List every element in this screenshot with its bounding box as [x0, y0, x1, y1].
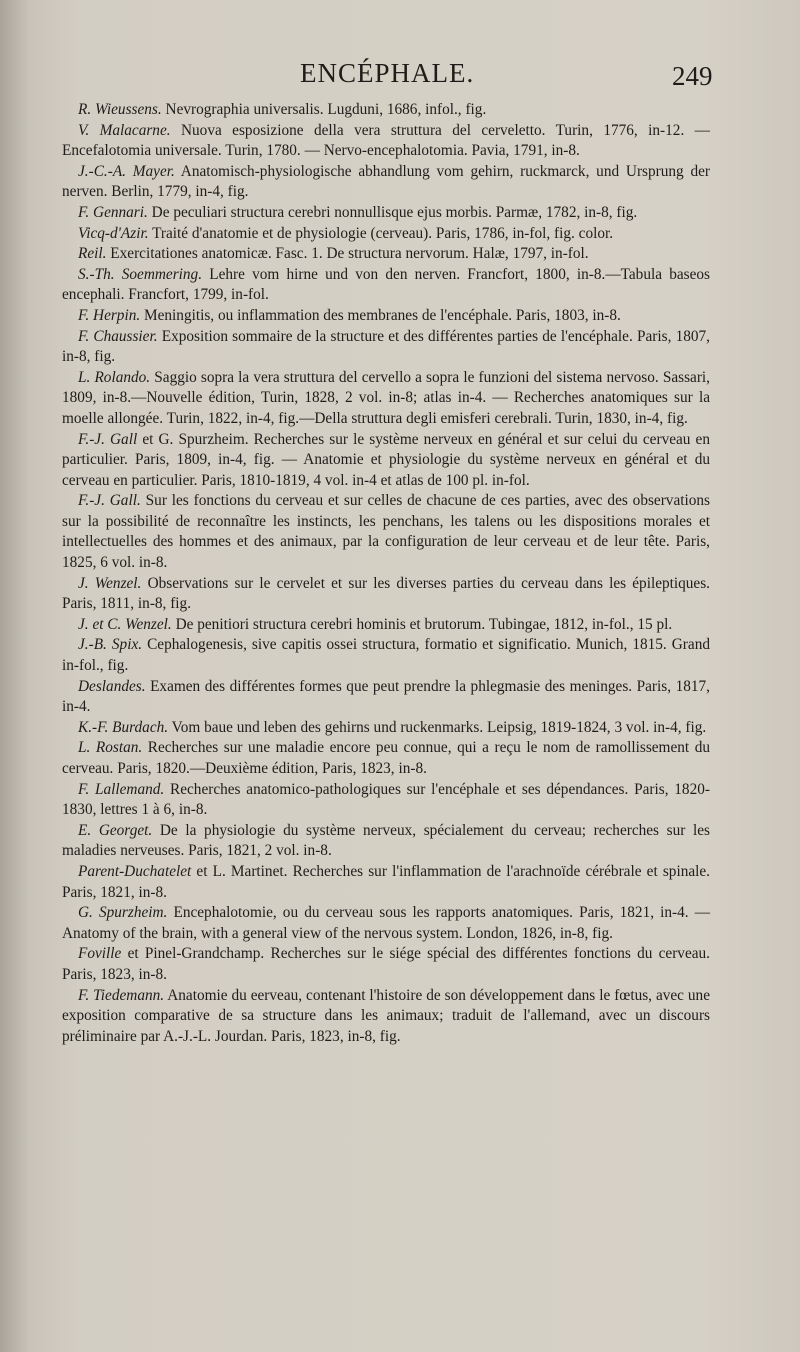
bibliography-entry	[62, 903, 710, 944]
bibliography-entry	[62, 203, 710, 224]
entry-text: Cephalogenesis, sive capitis ossei structura, formatio et significatio. Munich, 1815. Grand in-fol., fig.	[62, 636, 710, 675]
entry-text: Nevrographia universalis. Lugduni, 1686, infol., fig.	[161, 101, 487, 118]
entry-text: Anatomie du eerveau, contenant l'histoire de son développement dans le fœtus, avec une exposition comparative de sa structure dans les animaux; traduit de l'allemand, avec un discours préliminaire par A.-J.-L. Jourdan. Paris, 1823, in-8, fig.	[62, 986, 710, 1045]
entry-text: Exposition sommaire de la structure et des différentes parties de l'encéphale. Paris, 1807, in-8, fig.	[62, 327, 710, 366]
entry-author: K.-F. Burdach.	[78, 718, 169, 736]
entry-author: G. Spurzheim.	[78, 904, 168, 922]
entry-text: Saggio sopra la vera struttura del cervello a sopra le funzioni del sistema nervoso. Sassari, 1809, in-8.—Nouvelle édition, Turin, 1828, 2 vol. in-8; atlas in-4. — Recherches anatomiques sur la moelle allongée. Turin, 1822, in-4, fig.—Della struttura degli emisferi cerebrali. Turin, 1830, in-4, fig.	[62, 368, 710, 427]
entry-text: Anatomisch-physiologische abhandlung vom gehirn, ruckmarck, und Ursprung der nerven. Berlin, 1779, in-4, fig.	[62, 162, 710, 201]
bibliography-entry	[62, 738, 710, 779]
entry-text: Traité d'anatomie et de physiologie (cerveau). Paris, 1786, in-fol, fig. color.	[148, 224, 614, 242]
bibliography-entry	[62, 430, 710, 492]
entry-author: Parent-Duchatelet	[78, 862, 192, 880]
entry-text: De penitiori structura cerebri hominis et brutorum. Tubingae, 1812, in-fol., 15 pl.	[171, 615, 673, 633]
entry-text: Observations sur le cervelet et sur les diverses parties du cerveau dans les épileptiques. Paris, 1811, in-8, fig.	[62, 574, 711, 613]
bibliography-entry	[62, 986, 710, 1048]
page-number: 249	[672, 61, 713, 91]
entry-author: R. Wieussens.	[78, 101, 162, 118]
entry-text: Recherches sur une maladie encore peu connue, qui a reçu le nom de ramollissement du cerveau. Paris, 1820.—Deuxième édition, Paris, 1823, in-8.	[62, 739, 710, 777]
bibliography-entry	[62, 635, 710, 676]
entry-text: Exercitationes anatomicæ. Fasc. 1. De structura nervorum. Halæ, 1797, in-fol.	[106, 245, 589, 263]
entry-author: F. Gennari.	[78, 203, 148, 221]
entry-author: Foville	[78, 945, 122, 963]
bibliography-entry	[62, 944, 710, 985]
bibliography-entry	[62, 368, 710, 430]
entry-author: F. Tiedemann.	[78, 986, 165, 1004]
bibliography-entry	[62, 121, 710, 162]
entry-author: J. et C. Wenzel.	[78, 615, 172, 633]
bibliography-entry	[62, 780, 710, 821]
running-head: ENCÉPHALE.	[300, 58, 475, 88]
entry-author: J.-B. Spix.	[78, 636, 143, 654]
entry-author: F.-J. Gall	[78, 430, 138, 448]
entry-author: J.-C.-A. Mayer.	[78, 162, 175, 180]
entry-text: Recherches anatomico-pathologiques sur l'encéphale et ses dépendances. Paris, 1820-1830, lettres 1 à 6, in-8.	[62, 780, 710, 819]
entry-text: Vom baue und leben des gehirns und ruckenmarks. Leipsig, 1819-1824, 3 vol. in-4, fig.	[168, 718, 707, 736]
bibliography-entry	[62, 821, 710, 862]
entry-text: et Pinel-Grandchamp. Recherches sur le siége spécial des différentes fonctions du cerveau. Paris, 1823, in-8.	[62, 945, 710, 983]
bibliography-entry	[62, 862, 710, 903]
entry-text: Sur les fonctions du cerveau et sur celles de chacune de ces parties, avec des observations sur la possibilité de reconnaître les instincts, les penchans, les talens ou les dispositions morales et intellectuelles des hommes et des animaux, par la configuration de leur cerveau et de leur tête. Paris, 1825, 6 vol. in-8.	[62, 492, 710, 572]
entry-author: Reil.	[78, 245, 107, 263]
entry-author: S.-Th. Soemmering.	[78, 265, 203, 283]
bibliography-entry	[62, 244, 710, 265]
bibliography-entry	[62, 100, 710, 121]
entry-text: De la physiologie du système nerveux, spécialement du cerveau; recherches sur les maladies nerveuses. Paris, 1821, 2 vol. in-8.	[62, 821, 711, 860]
entry-author: Vicq-d'Azir.	[78, 224, 149, 242]
entry-author: F. Herpin.	[78, 306, 141, 324]
bibliography-entry	[62, 265, 710, 306]
bibliography-entry	[62, 491, 710, 573]
entry-text: De peculiari structura cerebri nonnullisque ejus morbis. Parmæ, 1782, in-8, fig.	[147, 203, 638, 221]
entry-text: Encephalotomie, ou du cerveau sous les rapports anatomiques. Paris, 1821, in-4. — Anatomy of the brain, with a general view of the nervous system. London, 1826, in-8, fig.	[62, 904, 710, 942]
entry-author: L. Rolando.	[78, 368, 151, 386]
entry-author: L. Rostan.	[78, 739, 143, 757]
entry-text: et G. Spurzheim. Recherches sur le système nerveux en général et sur celui du cerveau en particulier. Paris, 1809, in-4, fig. — Anatomie et physiologie du système nerveux en général et du cerveau en particulier. Paris, 1810-1819, 4 vol. in-4 et atlas de 100 pl. in-fol.	[62, 430, 710, 489]
bibliography-entry	[62, 718, 710, 739]
entry-author: F. Lallemand.	[78, 780, 165, 798]
entry-author: F. Chaussier.	[78, 327, 158, 345]
entry-author: E. Georget.	[78, 821, 153, 839]
bibliography-entry	[62, 224, 710, 245]
entry-author: J. Wenzel.	[78, 574, 142, 592]
entry-author: Deslandes.	[78, 677, 146, 695]
entry-text: et L. Martinet. Recherches sur l'inflammation de l'arachnoïde cérébrale et spinale. Paris, 1821, in-8.	[62, 862, 710, 901]
bibliography-entry	[62, 162, 710, 203]
bibliography-entry	[62, 306, 710, 327]
bibliography-entry	[62, 615, 710, 636]
bibliography-entry	[62, 574, 710, 615]
bibliography-list	[62, 100, 710, 1047]
entry-text: Meningitis, ou inflammation des membranes de l'encéphale. Paris, 1803, in-8.	[140, 306, 621, 324]
bibliography-entry	[62, 327, 710, 368]
bibliography-entry	[62, 677, 710, 718]
page-header	[0, 58, 800, 98]
entry-author: V. Malacarne.	[78, 121, 171, 139]
entry-text: Lehre vom hirne und von den nerven. Francfort, 1800, in-8.—Tabula baseos encephali. Francfort, 1799, in-fol.	[62, 265, 710, 304]
entry-author: F.-J. Gall.	[78, 492, 141, 510]
entry-text: Nuova esposizione della vera struttura del cerveletto. Turin, 1776, in-12. — Encefalotomia universale. Turin, 1780. — Nervo-encephalotomia. Pavia, 1791, in-8.	[62, 121, 710, 160]
entry-text: Examen des différentes formes que peut prendre la phlegmasie des meninges. Paris, 1817, in-4.	[62, 677, 710, 716]
